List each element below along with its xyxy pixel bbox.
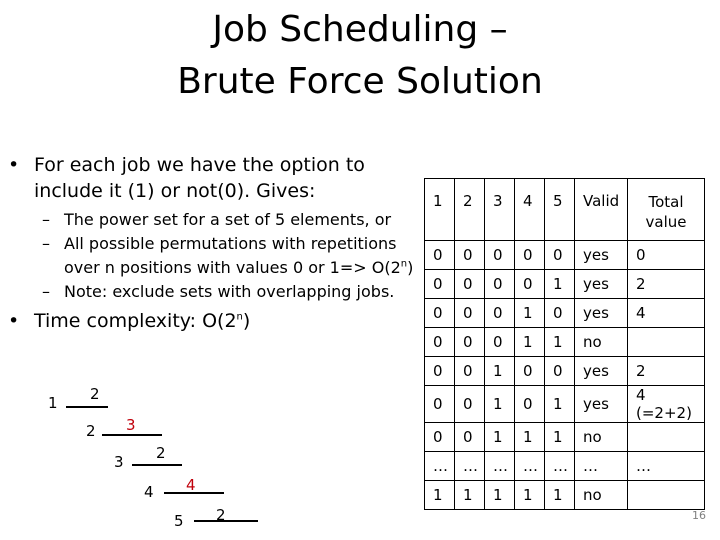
table-row xyxy=(425,357,705,386)
exponent-n: n xyxy=(400,258,408,270)
table-cell: 0 xyxy=(515,270,545,299)
table-cell: 1 xyxy=(515,481,545,510)
job-value-2: 3 xyxy=(126,416,136,434)
dash-icon: – xyxy=(42,282,50,301)
job-label-2: 2 xyxy=(86,422,96,440)
slide-number: 16 xyxy=(692,509,706,522)
table-cell: 0 xyxy=(425,423,455,452)
bullet-time-complexity-text: Time complexity: O(2 xyxy=(34,310,237,332)
table-cell: 1 xyxy=(485,386,515,423)
table-cell: 0 xyxy=(455,328,485,357)
table-cell: 1 xyxy=(485,423,515,452)
table-cell: 0 xyxy=(515,357,545,386)
bullet-dot-icon: • xyxy=(8,310,20,332)
table-cell: 0 xyxy=(425,241,455,270)
job-value-4: 4 xyxy=(186,476,196,494)
table-header-cell: 5 xyxy=(545,179,575,241)
table-cell: yes xyxy=(575,357,628,386)
table-cell xyxy=(628,423,705,452)
table-row xyxy=(425,328,705,357)
table-cell: 0 xyxy=(425,299,455,328)
sub-bullet-power-set xyxy=(6,208,416,232)
table-cell: 0 xyxy=(455,299,485,328)
dash-icon: – xyxy=(42,234,50,253)
table-cell: 0 xyxy=(545,241,575,270)
bullet-options xyxy=(6,152,416,204)
bullet-time-complexity xyxy=(6,308,416,334)
table-cell: … xyxy=(425,452,455,481)
table-cell: 0 xyxy=(485,299,515,328)
table-cell: 0 xyxy=(425,270,455,299)
sub-bullet-power-set-text: The power set for a set of 5 elements, or xyxy=(64,210,392,229)
table-cell: 1 xyxy=(485,357,515,386)
table-cell: 1 xyxy=(545,423,575,452)
table-header-cell: 1 xyxy=(425,179,455,241)
dash-icon: – xyxy=(42,210,50,229)
table-cell: yes xyxy=(575,386,628,423)
table-cell: 0 xyxy=(455,241,485,270)
table-cell: … xyxy=(515,452,545,481)
table-cell: 0 xyxy=(425,386,455,423)
bullet-dot-icon: • xyxy=(8,154,20,176)
bullet-time-complexity-close: ) xyxy=(242,310,251,332)
table-cell: 0 xyxy=(425,328,455,357)
table-header-cell: Valid xyxy=(575,179,628,241)
slide-title-line2: Brute Force Solution xyxy=(177,61,543,102)
table-cell: 1 xyxy=(545,481,575,510)
job-interval-line-5 xyxy=(194,520,258,522)
bullet-list xyxy=(6,152,416,334)
table-header-cell: Total value xyxy=(628,179,705,241)
table-cell: 0 xyxy=(628,241,705,270)
table-cell: 0 xyxy=(455,270,485,299)
job-interval-line-1 xyxy=(66,406,108,408)
table-cell: 1 xyxy=(485,481,515,510)
table-cell: 2 xyxy=(628,270,705,299)
table-cell: 0 xyxy=(485,241,515,270)
sub-bullet-permutations xyxy=(6,232,416,280)
table-cell: yes xyxy=(575,299,628,328)
table-header-cell: 2 xyxy=(455,179,485,241)
table-row xyxy=(425,481,705,510)
table-cell: 0 xyxy=(455,386,485,423)
table-cell xyxy=(628,481,705,510)
table-cell: 1 xyxy=(425,481,455,510)
table-cell: 1 xyxy=(545,270,575,299)
table-cell: yes xyxy=(575,241,628,270)
table-cell: 0 xyxy=(425,357,455,386)
job-value-1: 2 xyxy=(90,385,100,403)
table-row xyxy=(425,386,705,423)
table-cell: … xyxy=(628,452,705,481)
table-cell: 2 xyxy=(628,357,705,386)
slide-title xyxy=(0,4,720,108)
table-cell xyxy=(628,328,705,357)
table-row xyxy=(425,270,705,299)
sub-bullet-permutations-close: ) xyxy=(407,258,414,277)
job-label-3: 3 xyxy=(114,453,124,471)
bullet-options-text: For each job we have the option to include it (1) or not(0). Gives: xyxy=(34,154,365,202)
table-cell: 0 xyxy=(545,357,575,386)
table-cell: 1 xyxy=(515,299,545,328)
table-cell: 0 xyxy=(455,357,485,386)
table-cell: yes xyxy=(575,270,628,299)
table-cell: 0 xyxy=(545,299,575,328)
table-cell: no xyxy=(575,423,628,452)
table-cell: no xyxy=(575,328,628,357)
table-cell: 1 xyxy=(545,386,575,423)
table-cell: no xyxy=(575,481,628,510)
table-cell: 4 (=2+2) xyxy=(628,386,705,423)
table-cell: 1 xyxy=(515,328,545,357)
job-interval-line-2 xyxy=(102,434,162,436)
table-row xyxy=(425,241,705,270)
table-cell: 0 xyxy=(485,270,515,299)
job-interval-diagram xyxy=(0,370,300,540)
exponent-n: n xyxy=(236,311,243,323)
table-cell: 1 xyxy=(545,328,575,357)
table-cell: … xyxy=(455,452,485,481)
table-cell: 0 xyxy=(455,423,485,452)
table-cell: 0 xyxy=(485,328,515,357)
table-cell: 4 xyxy=(628,299,705,328)
table-cell: … xyxy=(485,452,515,481)
job-label-5: 5 xyxy=(174,512,184,530)
job-interval-line-3 xyxy=(132,464,182,466)
sub-bullet-note-text: Note: exclude sets with overlapping jobs. xyxy=(64,282,395,301)
job-value-3: 2 xyxy=(156,444,166,462)
job-value-5: 2 xyxy=(216,506,226,524)
table-cell: … xyxy=(575,452,628,481)
slide-title-line1: Job Scheduling – xyxy=(212,9,508,50)
table-cell: … xyxy=(545,452,575,481)
table-row xyxy=(425,299,705,328)
table-cell: 1 xyxy=(455,481,485,510)
table-row xyxy=(425,423,705,452)
table-cell: 1 xyxy=(515,423,545,452)
table-header-row xyxy=(425,179,705,241)
table-row xyxy=(425,452,705,481)
table-cell: 0 xyxy=(515,241,545,270)
table-header-cell: 3 xyxy=(485,179,515,241)
table-header-cell: 4 xyxy=(515,179,545,241)
job-label-1: 1 xyxy=(48,394,58,412)
job-label-4: 4 xyxy=(144,483,154,501)
sub-bullet-note xyxy=(6,280,416,304)
sub-bullet-permutations-text: All possible permutations with repetitions over n positions with values 0 or 1=> O(2 xyxy=(64,234,401,277)
brute-force-table xyxy=(424,178,705,510)
table-cell: 0 xyxy=(515,386,545,423)
